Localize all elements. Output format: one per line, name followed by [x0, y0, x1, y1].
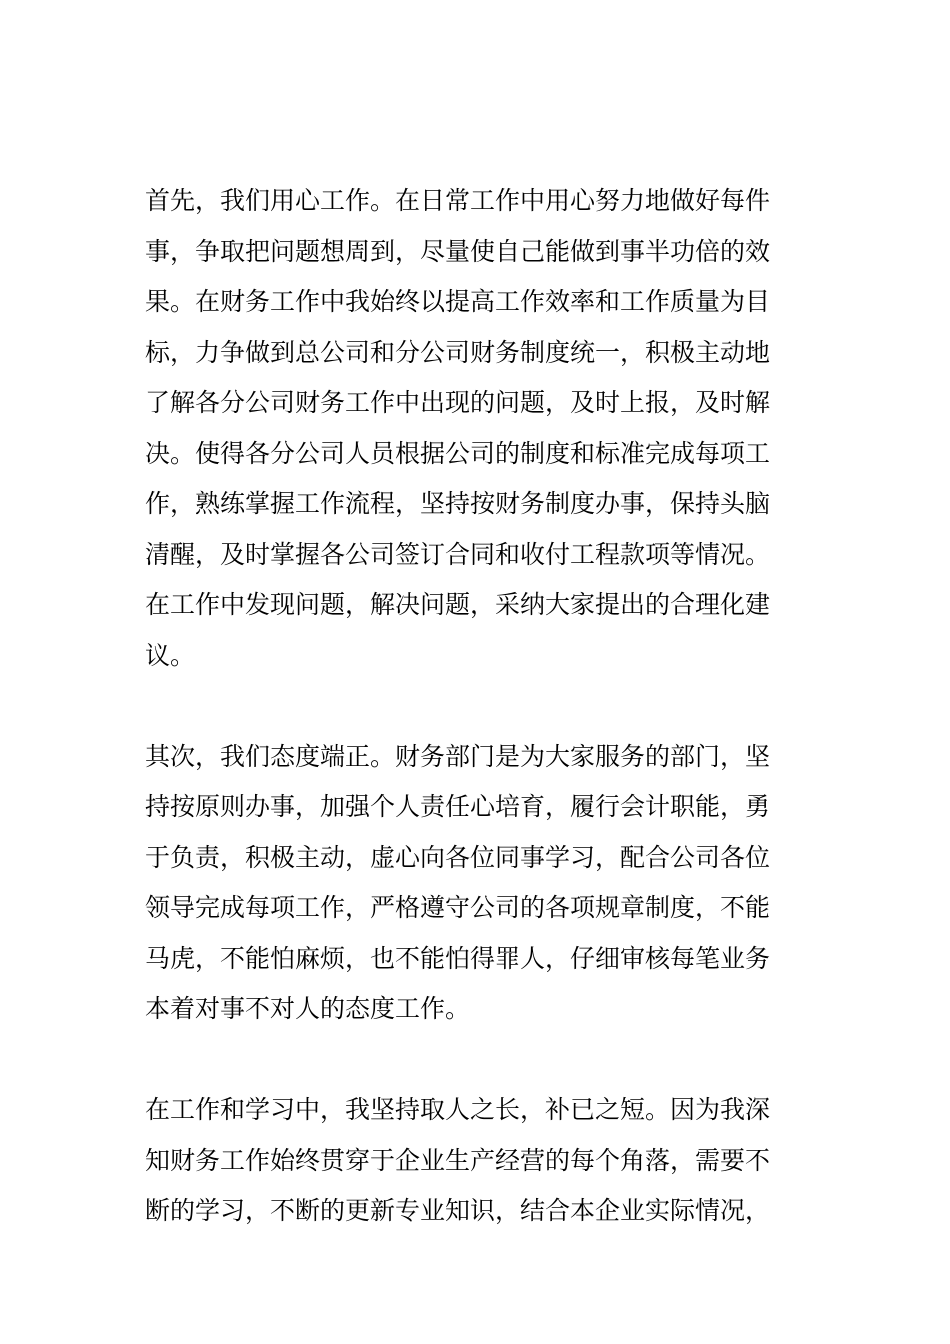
- text-line: 知财务工作始终贯穿于企业生产经营的每个角落，需要不: [145, 1145, 771, 1175]
- text-line: 作，熟练掌握工作流程，坚持按财务制度办事，保持头脑: [145, 489, 771, 518]
- text-line: 在工作和学习中，我坚持取人之长，补已之短。因为我深: [145, 1095, 771, 1124]
- text-line: 事，争取把问题想周到，尽量使自己能做到事半功倍的效: [145, 236, 771, 266]
- text-line: 果。在财务工作中我始终以提高工作效率和工作质量为目: [145, 287, 771, 316]
- paragraph-spacer: [145, 1035, 810, 1086]
- text-line: 马虎，不能怕麻烦，也不能怕得罪人，仔细审核每笔业务: [145, 943, 771, 973]
- paragraph-spacer: [145, 681, 810, 732]
- text-line: 在工作中发现问题，解决问题，采纳大家提出的合理化建: [145, 590, 771, 619]
- paragraph-1: [145, 176, 810, 681]
- paragraph-2: [145, 732, 810, 1035]
- text-line: 断的学习，不断的更新专业知识，结合本企业实际情况，: [145, 1196, 771, 1225]
- document-body: [145, 176, 810, 1237]
- text-line: 决。使得各分公司人员根据公司的制度和标准完成每项工: [145, 438, 771, 468]
- text-line: 首先，我们用心工作。在日常工作中用心努力地做好每件: [145, 186, 771, 215]
- text-line: 清醒，及时掌握各公司签订合同和收付工程款项等情况。: [145, 539, 771, 569]
- text-line: 标，力争做到总公司和分公司财务制度统一，积极主动地: [145, 337, 771, 367]
- text-line: 领导完成每项工作，严格遵守公司的各项规章制度，不能: [145, 893, 771, 922]
- text-line: 议。: [145, 640, 196, 670]
- text-line: 持按原则办事，加强个人责任心培育，履行会计职能，勇: [145, 792, 771, 821]
- text-line: 于负责，积极主动，虚心向各位同事学习，配合公司各位: [145, 842, 771, 872]
- text-line: 其次，我们态度端正。财务部门是为大家服务的部门，坚: [145, 741, 771, 771]
- text-line: 本着对事不对人的态度工作。: [145, 994, 471, 1023]
- text-line: 了解各分公司财务工作中出现的问题，及时上报，及时解: [145, 388, 771, 417]
- paragraph-3: [145, 1085, 810, 1237]
